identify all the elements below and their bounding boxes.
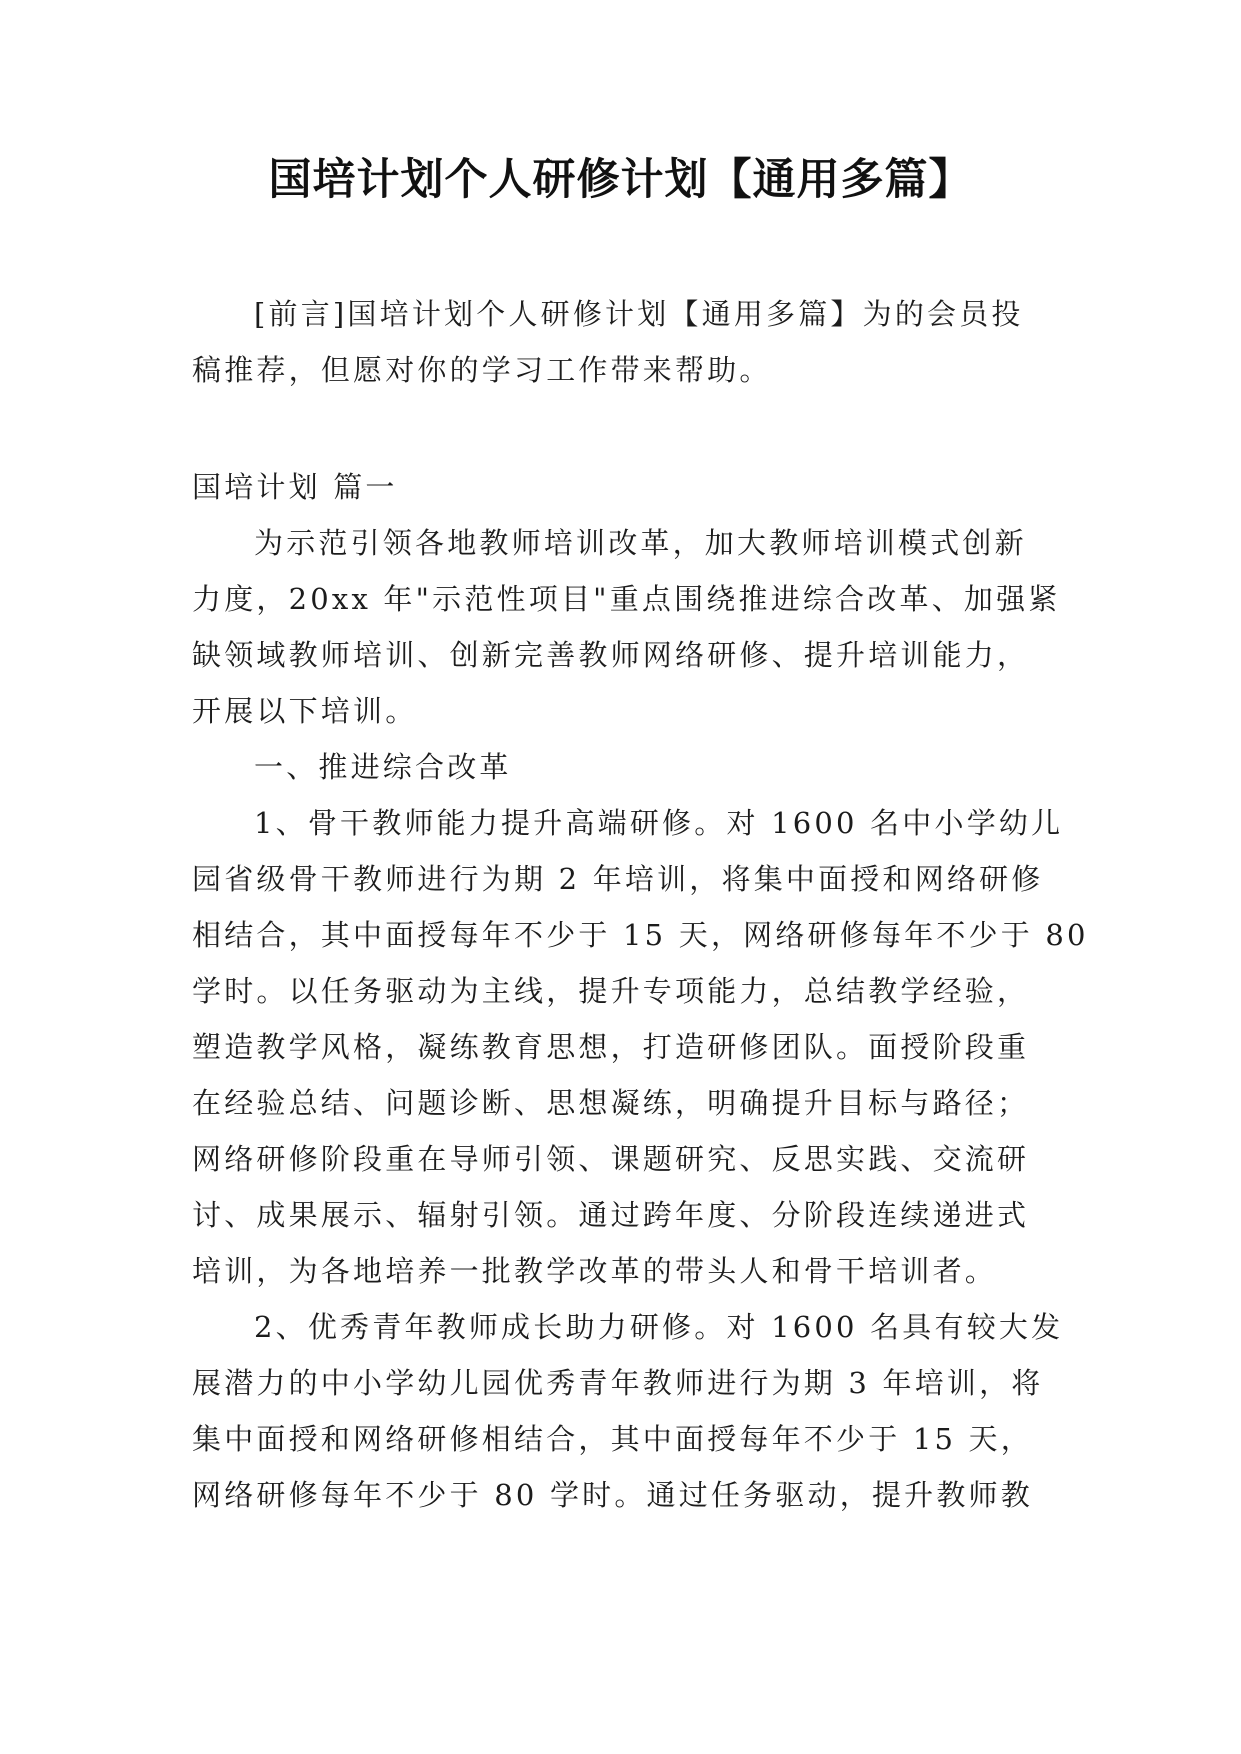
- preface-line-1: [前言]国培计划个人研修计划【通用多篇】为的会员投: [254, 297, 1024, 331]
- paragraph-line: 园省级骨干教师进行为期 2 年培训，将集中面授和网络研修: [192, 862, 1044, 896]
- paragraph-line: 学时。以任务驱动为主线，提升专项能力，总结教学经验，: [192, 974, 1030, 1008]
- paragraph-line: 讨、成果展示、辐射引领。通过跨年度、分阶段连续递进式: [192, 1198, 1030, 1232]
- paragraph-line: 在经验总结、问题诊断、思想凝练，明确提升目标与路径；: [192, 1086, 1030, 1120]
- paragraph-line: 1、骨干教师能力提升高端研修。对 1600 名中小学幼儿: [254, 806, 1064, 840]
- paragraph-line: 培训，为各地培养一批教学改革的带头人和骨干培训者。: [192, 1254, 998, 1288]
- paragraph-line: 集中面授和网络研修相结合，其中面授每年不少于 15 天，: [192, 1422, 1033, 1456]
- paragraph-line: 缺领域教师培训、创新完善教师网络研修、提升培训能力，: [192, 638, 1030, 672]
- paragraph-line: 网络研修每年不少于 80 学时。通过任务驱动，提升教师教: [192, 1478, 1033, 1512]
- paragraph-line: 塑造教学风格，凝练教育思想，打造研修团队。面授阶段重: [192, 1030, 1030, 1064]
- paragraph-line: 开展以下培训。: [192, 694, 418, 728]
- paragraph-line: 力度，20xx 年"示范性项目"重点围绕推进综合改革、加强紧: [192, 582, 1061, 616]
- document-title: 国培计划个人研修计划【通用多篇】: [268, 155, 973, 205]
- section-heading: 国培计划 篇一: [192, 470, 398, 504]
- paragraph-line: 网络研修阶段重在导师引领、课题研究、反思实践、交流研: [192, 1142, 1030, 1176]
- subsection-heading: 一、推进综合改革: [254, 750, 512, 784]
- paragraph-line: 展潜力的中小学幼儿园优秀青年教师进行为期 3 年培训，将: [192, 1366, 1044, 1400]
- paragraph-line: 为示范引领各地教师培训改革，加大教师培训模式创新: [254, 526, 1027, 560]
- preface-line-2: 稿推荐，但愿对你的学习工作带来帮助。: [192, 353, 772, 387]
- paragraph-line: 相结合，其中面授每年不少于 15 天，网络研修每年不少于 80: [192, 918, 1089, 952]
- paragraph-line: 2、优秀青年教师成长助力研修。对 1600 名具有较大发: [254, 1310, 1064, 1344]
